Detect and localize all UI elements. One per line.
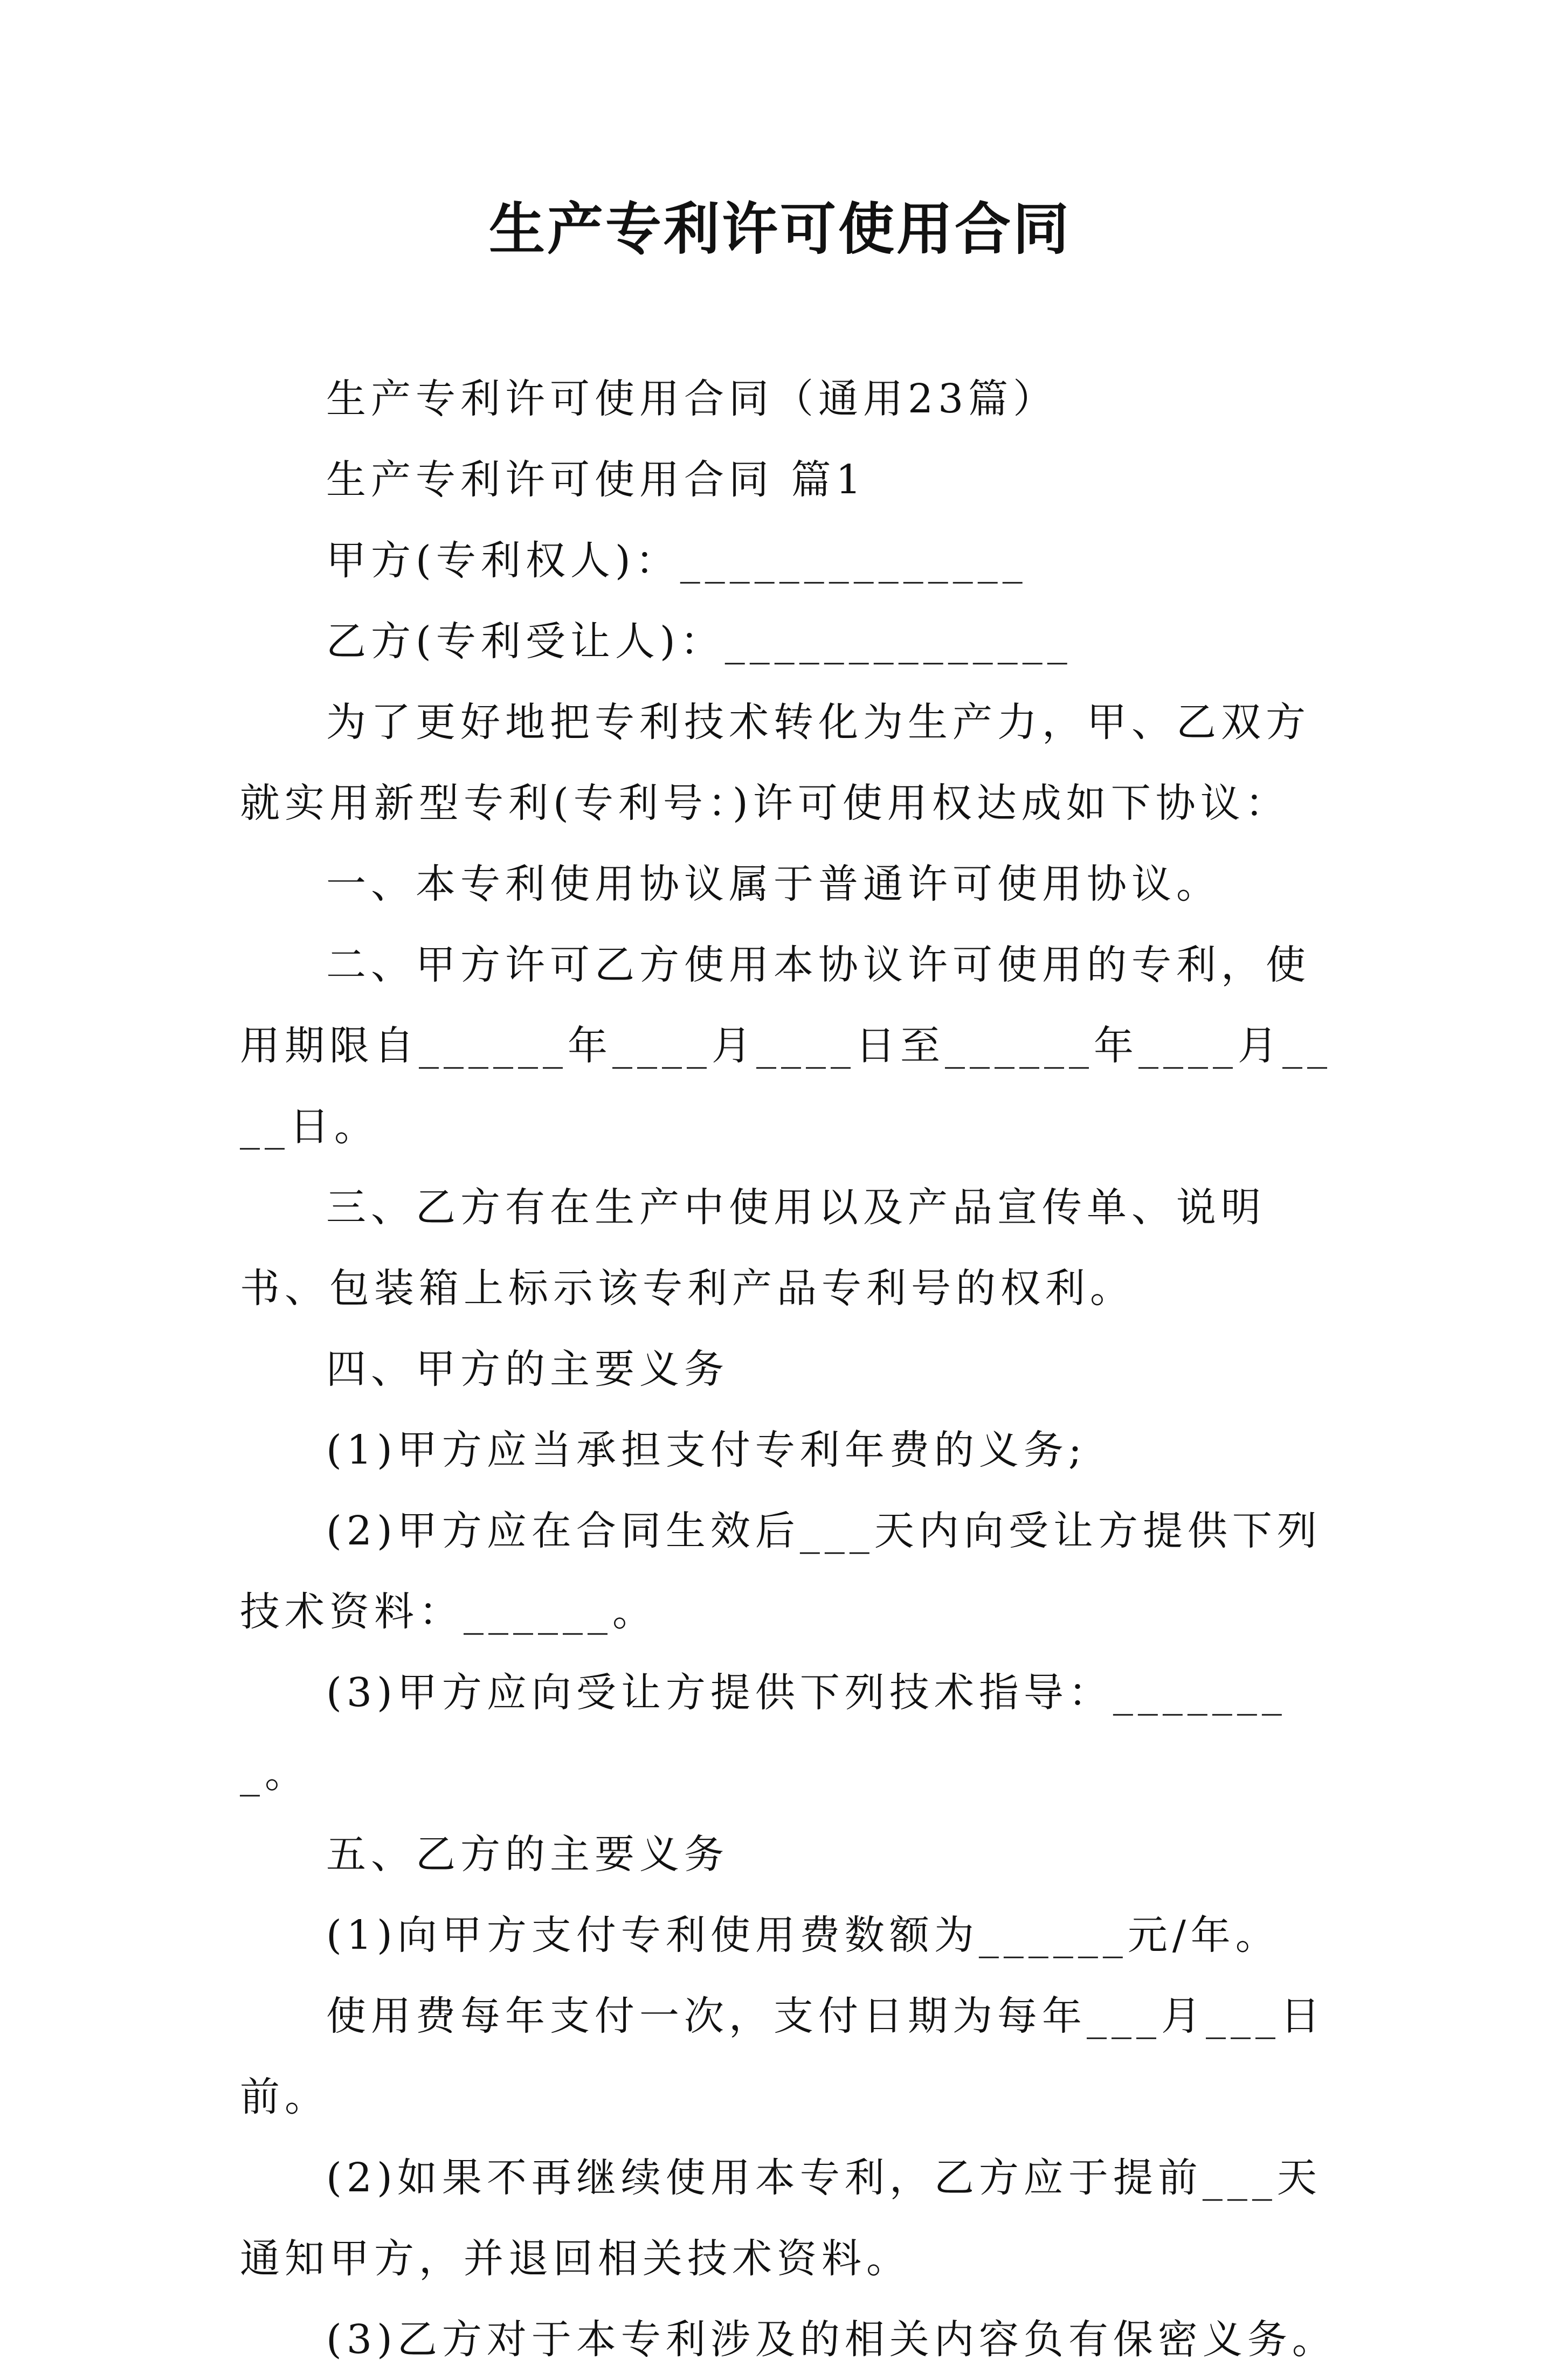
document-title: 生产专利许可使用合同 bbox=[488, 196, 1071, 262]
paragraph-payment-schedule: 使用费每年支付一次，支付日期为每年___月___日前。 bbox=[240, 1993, 1325, 2120]
paragraph-party-a: 甲方(专利权人)：______________ bbox=[326, 537, 1027, 584]
paragraph-subtitle: 生产专利许可使用合同（通用23篇） bbox=[326, 376, 1058, 422]
paragraph-clause-3: 三、乙方有在生产中使用以及产品宣传单、说明书、包装箱上标示该专利产品专利号的权利。 bbox=[240, 1184, 1266, 1312]
paragraph-clause-4-item-1: (1)甲方应当承担支付专利年费的义务; bbox=[326, 1427, 1087, 1473]
paragraph-clause-4-heading: 四、甲方的主要义务 bbox=[326, 1346, 729, 1392]
paragraph-clause-4-item-3: (3)甲方应向受让方提供下列技术指导：________。 bbox=[240, 1670, 1287, 1797]
paragraph-clause-5-item-2: (2)如果不再继续使用本专利，乙方应于提前___天通知甲方，并退回相关技术资料。 bbox=[240, 2155, 1322, 2282]
paragraph-clause-1: 一、本专利使用协议属于普通许可使用协议。 bbox=[326, 861, 1221, 907]
paragraph-clause-4-item-2: (2)甲方应在合同生效后___天内向受让方提供下列技术资料：______。 bbox=[240, 1508, 1322, 1635]
paragraph-clause-5-item-1: (1)向甲方支付专利使用费数额为______元/年。 bbox=[326, 1912, 1280, 1958]
paragraph-section-heading: 生产专利许可使用合同 篇1 bbox=[326, 457, 866, 503]
paragraph-clause-5-item-3: (3)乙方对于本专利涉及的相关内容负有保密义务。 bbox=[326, 2316, 1337, 2363]
paragraph-party-b: 乙方(专利受让人)：______________ bbox=[326, 618, 1072, 665]
paragraph-clause-2: 二、甲方许可乙方使用本协议许可使用的专利，使用期限自______年____月____日至______年____月____日。 bbox=[240, 942, 1332, 1150]
document-body bbox=[240, 358, 1342, 2380]
paragraph-preamble: 为了更好地把专利技术转化为生产力，甲、乙双方就实用新型专利(专利号：)许可使用权达成如下协议： bbox=[240, 699, 1310, 826]
paragraph-clause-5-heading: 五、乙方的主要义务 bbox=[326, 1831, 729, 1878]
